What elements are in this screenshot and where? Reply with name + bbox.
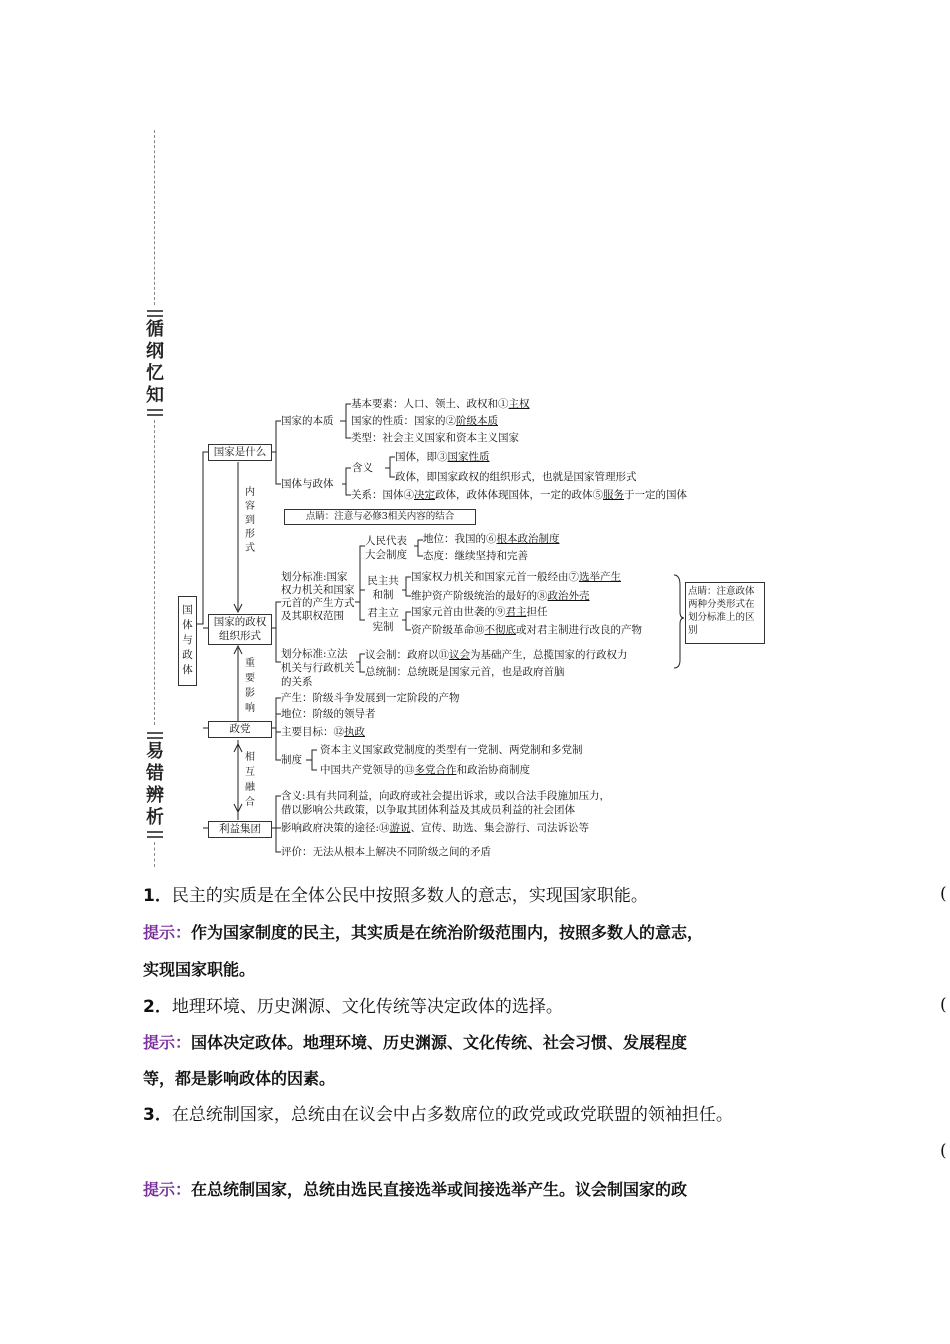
tip-box-2 [685, 582, 765, 644]
box-party-label: 政党 [229, 723, 251, 735]
node-meaning: 含义 [352, 462, 373, 474]
box-org-form-label: 国家的政权组织形式 [213, 616, 267, 642]
node-nature-types: 类型：社会主义国家和资本主义国家 [351, 432, 519, 444]
hint-3-line-1: 提示：在总统制国家，总统由选民直接选举或间接选举产生。议会制国家的政 [143, 1180, 688, 1199]
node-parliamentary: 议会制：政府以⑪议会为基础产生，总揽国家的行政权力 [365, 649, 628, 661]
vertical-label-content-form: 内容到形式 [245, 487, 255, 554]
node-party-status: 地位：阶级的领导者 [281, 708, 376, 720]
question-3: 3．在总统制国家，总统由在议会中占多数席位的政党或政党联盟的领袖担任。 [143, 1105, 733, 1125]
question-1: 1．民主的实质是在全体公民中按照多数人的意志，实现国家职能。 [143, 886, 648, 906]
box-party [208, 721, 272, 738]
box-what-is-state-label: 国家是什么 [213, 446, 267, 458]
answer-paren-3: ( [940, 1141, 947, 1161]
hint-label: 提示： [143, 1180, 192, 1199]
node-nature-character: 国家的性质：国家的②阶级本质 [351, 415, 498, 427]
node-party-system: 制度 [281, 754, 302, 766]
node-group-meaning-2: 借以影响公共政策，以争取其团体利益及其成员利益的社会团体 [281, 804, 575, 816]
node-party-system-1: 资本主义国家政党制度的类型有一党制、两党制和多党制 [320, 744, 583, 756]
hint-label: 提示： [143, 923, 192, 942]
node-state-system: 国体与政体 [281, 478, 334, 490]
node-npc: 人民代表大会制度 [365, 535, 407, 561]
node-division-2: 划分标准:立法机关与行政机关的关系 [281, 648, 355, 688]
hint-2-line-2: 等，都是影响政体的因素。 [143, 1069, 336, 1088]
answer-paren-2: ( [940, 995, 947, 1015]
node-democratic-republic: 民主共和制 [367, 575, 399, 601]
node-monarchy-2: 资产阶级革命⑩不彻底或对君主制进行改良的产物 [411, 624, 642, 636]
node-nature: 国家的本质 [281, 415, 334, 427]
box-org-form [208, 614, 272, 645]
vertical-label-important-influence: 重要影响 [245, 658, 255, 714]
hint-2-line-1: 提示：国体决定政体。地理环境、历史渊源、文化传统、社会习惯、发展程度 [143, 1033, 688, 1052]
vertical-label-mutual-fusion: 相互融合 [245, 752, 255, 808]
node-meaning-2: 政体，即国家政权的组织形式，也就是国家管理形式 [395, 471, 637, 483]
box-interest-group-label: 利益集团 [219, 823, 261, 835]
node-npc-status: 地位：我国的⑥根本政治制度 [423, 533, 560, 545]
tip-box-1-text: 点睛：注意与必修3相关内容的结合 [305, 511, 455, 522]
sidebar-title-text: 循纲忆知 [146, 319, 164, 406]
sidebar-title-text: 易错辨析 [146, 741, 164, 828]
node-division-1: 划分标准:国家权力机关和国家元首的产生方式及其职权范围 [281, 571, 355, 622]
node-npc-attitude: 态度：继续坚持和完善 [423, 550, 528, 562]
node-republic-1: 国家权力机关和国家元首一般经由⑦选举产生 [411, 571, 621, 583]
node-group-ways: 影响政府决策的途径:⑭游说、宣传、助选、集会游行、司法诉讼等 [281, 822, 590, 834]
answer-paren-1: ( [940, 884, 947, 904]
diagram-root-label: 国体与政体 [182, 604, 193, 676]
tip-box-2-text: 点睛：注意政体两种分类形式在划分标准上的区别 [688, 586, 755, 636]
diagram-root-box [178, 596, 197, 686]
node-group-meaning-1: 含义:具有共同利益，向政府或社会提出诉求，或以合法手段施加压力， [281, 790, 611, 802]
box-interest-group [208, 821, 272, 838]
node-party-origin: 产生：阶级斗争发展到一定阶段的产物 [281, 692, 460, 704]
hint-label: 提示： [143, 1033, 192, 1052]
node-party-system-2: 中国共产党领导的⑬多党合作和政治协商制度 [320, 764, 530, 776]
node-republic-2: 维护资产阶级统治的最好的⑧政治外壳 [411, 590, 590, 602]
box-what-is-state [208, 444, 272, 461]
node-party-goal: 主要目标：⑫执政 [281, 726, 365, 738]
node-presidential: 总统制：总统既是国家元首，也是政府首脑 [365, 666, 565, 678]
node-meaning-1: 国体，即③国家性质 [395, 451, 490, 463]
hint-1-line-2: 实现国家职能。 [143, 960, 256, 979]
question-2: 2．地理环境、历史渊源、文化传统等决定政体的选择。 [143, 997, 563, 1017]
node-monarchy-1: 国家元首由世袭的⑨君主担任 [411, 606, 548, 618]
node-relation: 关系：国体④决定政体，政体体现国体，一定的政体⑤服务于一定的国体 [351, 489, 687, 501]
hint-1-line-1: 提示：作为国家制度的民主，其实质是在统治阶级范围内，按照多数人的意志， [143, 923, 704, 942]
tip-box-1 [284, 509, 476, 525]
node-group-evaluation: 评价：无法从根本上解决不同阶级之间的矛盾 [281, 846, 491, 858]
node-nature-elements: 基本要素：人口、领土、政权和①主权 [351, 398, 530, 410]
node-constitutional-monarchy: 君主立宪制 [367, 607, 399, 633]
